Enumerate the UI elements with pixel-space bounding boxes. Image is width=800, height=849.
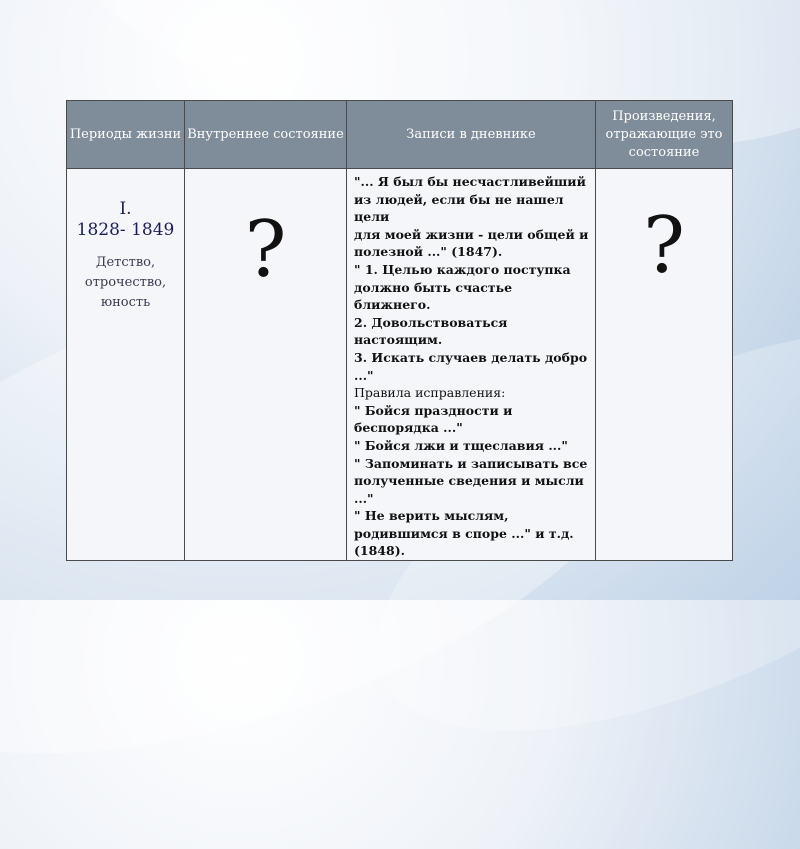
inner-state-cell: [185, 169, 347, 561]
diary-line: " Бойся лжи и тщеславия ...": [354, 437, 568, 453]
diary-line: " Запоминать и записывать все: [354, 455, 588, 471]
diary-line: полученные сведения и мысли: [354, 473, 584, 489]
life-periods-table: [66, 100, 733, 561]
diary-line: для моей жизни - цели общей и: [354, 226, 589, 242]
works-cell: [596, 169, 733, 561]
diary-cell: [347, 169, 596, 561]
diary-line: ...": [354, 490, 374, 506]
period-years: 1828- 1849: [76, 220, 175, 240]
diary-line: " Не верить мыслям,: [354, 508, 509, 524]
header-diary-entries: Записи в дневнике: [347, 101, 596, 169]
inner-state-question-mark: ?: [244, 205, 287, 295]
table-row: [67, 169, 733, 561]
diary-line: должно быть счастье ближнего.: [354, 279, 513, 313]
diary-line: 2. Довольствоваться настоящим.: [354, 314, 508, 348]
diary-line: "... Я был бы несчастливейший: [354, 174, 586, 189]
header-life-periods: Периоды жизни: [67, 101, 185, 169]
diary-line: Правила исправления:: [354, 385, 506, 401]
period-cell: [67, 169, 185, 561]
diary-line: 3. Искать случаев делать добро: [354, 349, 588, 365]
period-roman: I.: [119, 199, 132, 219]
table-header-row: [67, 101, 733, 169]
header-works: Произведения, отражающие это состояние: [596, 101, 733, 169]
diary-line: из людей, если бы не нашел цели: [354, 191, 564, 225]
diary-line: беспорядка ...": [354, 420, 463, 436]
diary-line: " 1. Целью каждого поступка: [354, 261, 571, 277]
diary-line: полезной ..." (1847).: [354, 244, 503, 260]
diary-line: " Бойся праздности и: [354, 402, 513, 418]
diary-line: ...": [354, 367, 374, 383]
diary-line: родившимся в споре ..." и т.д.: [354, 525, 574, 541]
period-stages: Детство, отрочество, юность: [84, 255, 167, 310]
diary-entries-list: [347, 169, 595, 560]
works-question-mark: ?: [643, 201, 685, 291]
header-inner-state: Внутреннее состояние: [185, 101, 347, 169]
diary-line: (1848).: [354, 543, 405, 559]
